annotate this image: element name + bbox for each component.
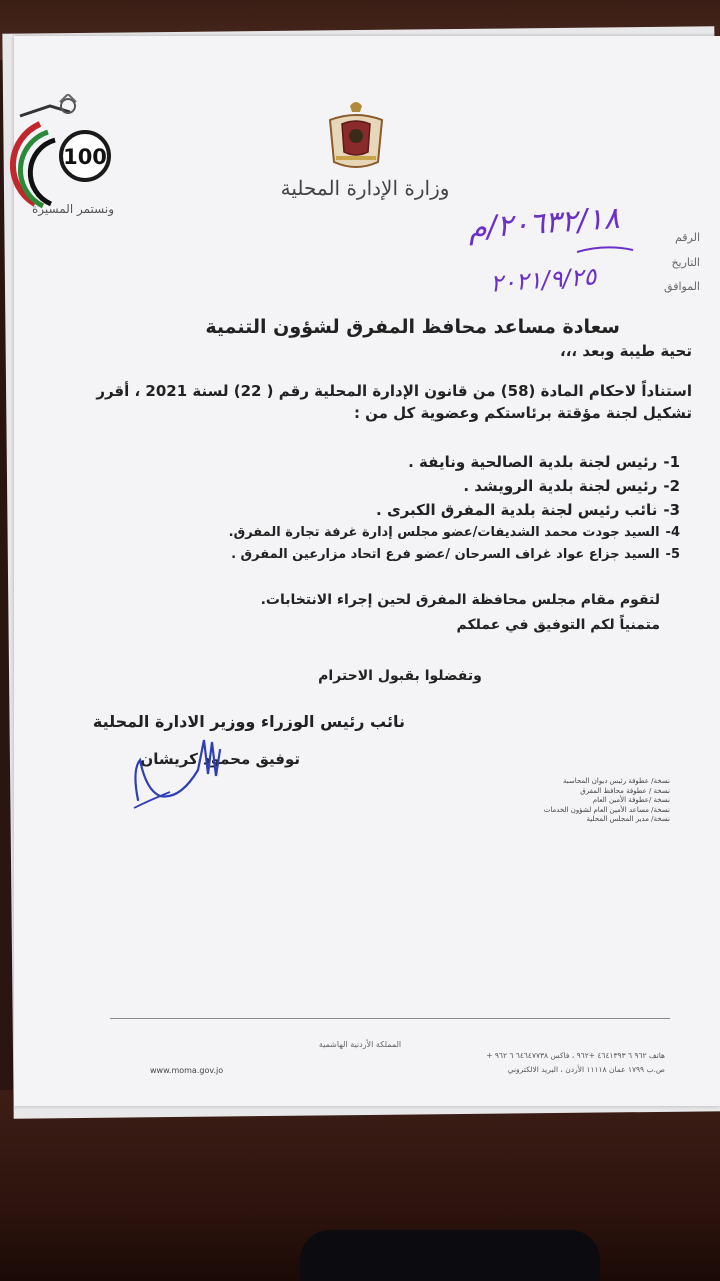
cc-item: نسخة /عطوفة الأمين العام xyxy=(592,796,670,804)
handwritten-signature xyxy=(120,730,240,820)
wishes-paragraph: متمنياً لكم التوفيق في عملكم xyxy=(456,617,660,633)
footer-kingdom: المملكة الأردنية الهاشمية xyxy=(318,1040,402,1049)
hijri-label: الموافق xyxy=(664,280,700,293)
letter-subject: سعادة مساعد محافظ المفرق لشؤون التنمية xyxy=(205,316,620,338)
footer-contact: هاتف ٩٦٢ ٦ ٤٦٤١٣٩٣ +٩٦٢ ، فاكس ٦٤٦٤٧٧٣٨ ٦ ٩٦٢ + xyxy=(486,1051,665,1060)
cc-item: نسخة/ عطوفة رئيس ديوان المحاسبة xyxy=(563,777,670,785)
footer-address: ص.ب ١٧٩٩ عمان ١١١١٨ الأردن ، البريد الالكتروني xyxy=(507,1065,665,1074)
list-item: 4-السيد جودت محمد الشديفات/عضو مجلس إدارة غرفة تجارة المفرق. xyxy=(228,525,680,540)
list-item: 1-رئيس لجنة بلدية الصالحية ونايفة . xyxy=(408,453,680,471)
ministry-name: وزارة الإدارة المحلية xyxy=(280,176,450,200)
royal-crest-icon xyxy=(322,100,390,172)
purpose-paragraph: لتقوم مقام مجلس محافظة المفرق لحين إجراء الانتخابات. xyxy=(260,592,660,608)
cc-list xyxy=(520,777,670,825)
logo-text: 100 xyxy=(63,145,107,169)
intro-paragraph: استناداً لاحكام المادة (58) من قانون الإدارة المحلية رقم ( 22) لسنة 2021 ، أقرر تشكيل لجنة مؤقتة برئاستكم وعضوية كل من : xyxy=(96,382,692,422)
member-list xyxy=(200,450,680,566)
cc-item: نسخة/ مساعد الأمين العام لشؤون الخدمات xyxy=(543,805,670,814)
ref-label: الرقم xyxy=(674,231,700,244)
list-item: 3-نائب رئيس لجنة بلدية المفرق الكبرى . xyxy=(376,501,680,519)
footer-divider xyxy=(110,1018,670,1019)
cc-item: نسخة / عطوفة محافظ المفرق xyxy=(580,786,670,795)
ref-handwritten: ٢٠٦٣٢/١٨/م xyxy=(466,200,621,247)
logo-caption: ونستمر المسيرة xyxy=(32,202,114,216)
date-label: التاريخ xyxy=(671,256,700,269)
list-item: 2-رئيس لجنة بلدية الرويشد . xyxy=(463,477,680,495)
cc-item: نسخة/ مدير المجلس المحلية xyxy=(586,815,670,823)
signatory-name: توفيق محمود كريشان xyxy=(140,750,300,768)
dark-cloth xyxy=(300,1230,600,1281)
closing-line: وتفضلوا بقبول الاحترام xyxy=(318,668,482,684)
list-item: 5-السيد جزاع عواد غراف السرحان /عضو فرع اتحاد مزارعين المفرق . xyxy=(231,547,680,562)
signatory-title: نائب رئيس الوزراء ووزير الادارة المحلية xyxy=(92,712,405,731)
footer-website: www.moma.gov.jo xyxy=(150,1066,224,1075)
greeting: تحية طيبة وبعد ،،، xyxy=(560,342,692,360)
date-underline xyxy=(575,242,635,256)
hijri-handwritten: ٢٠٢١/٩/٢٥ xyxy=(489,262,598,298)
